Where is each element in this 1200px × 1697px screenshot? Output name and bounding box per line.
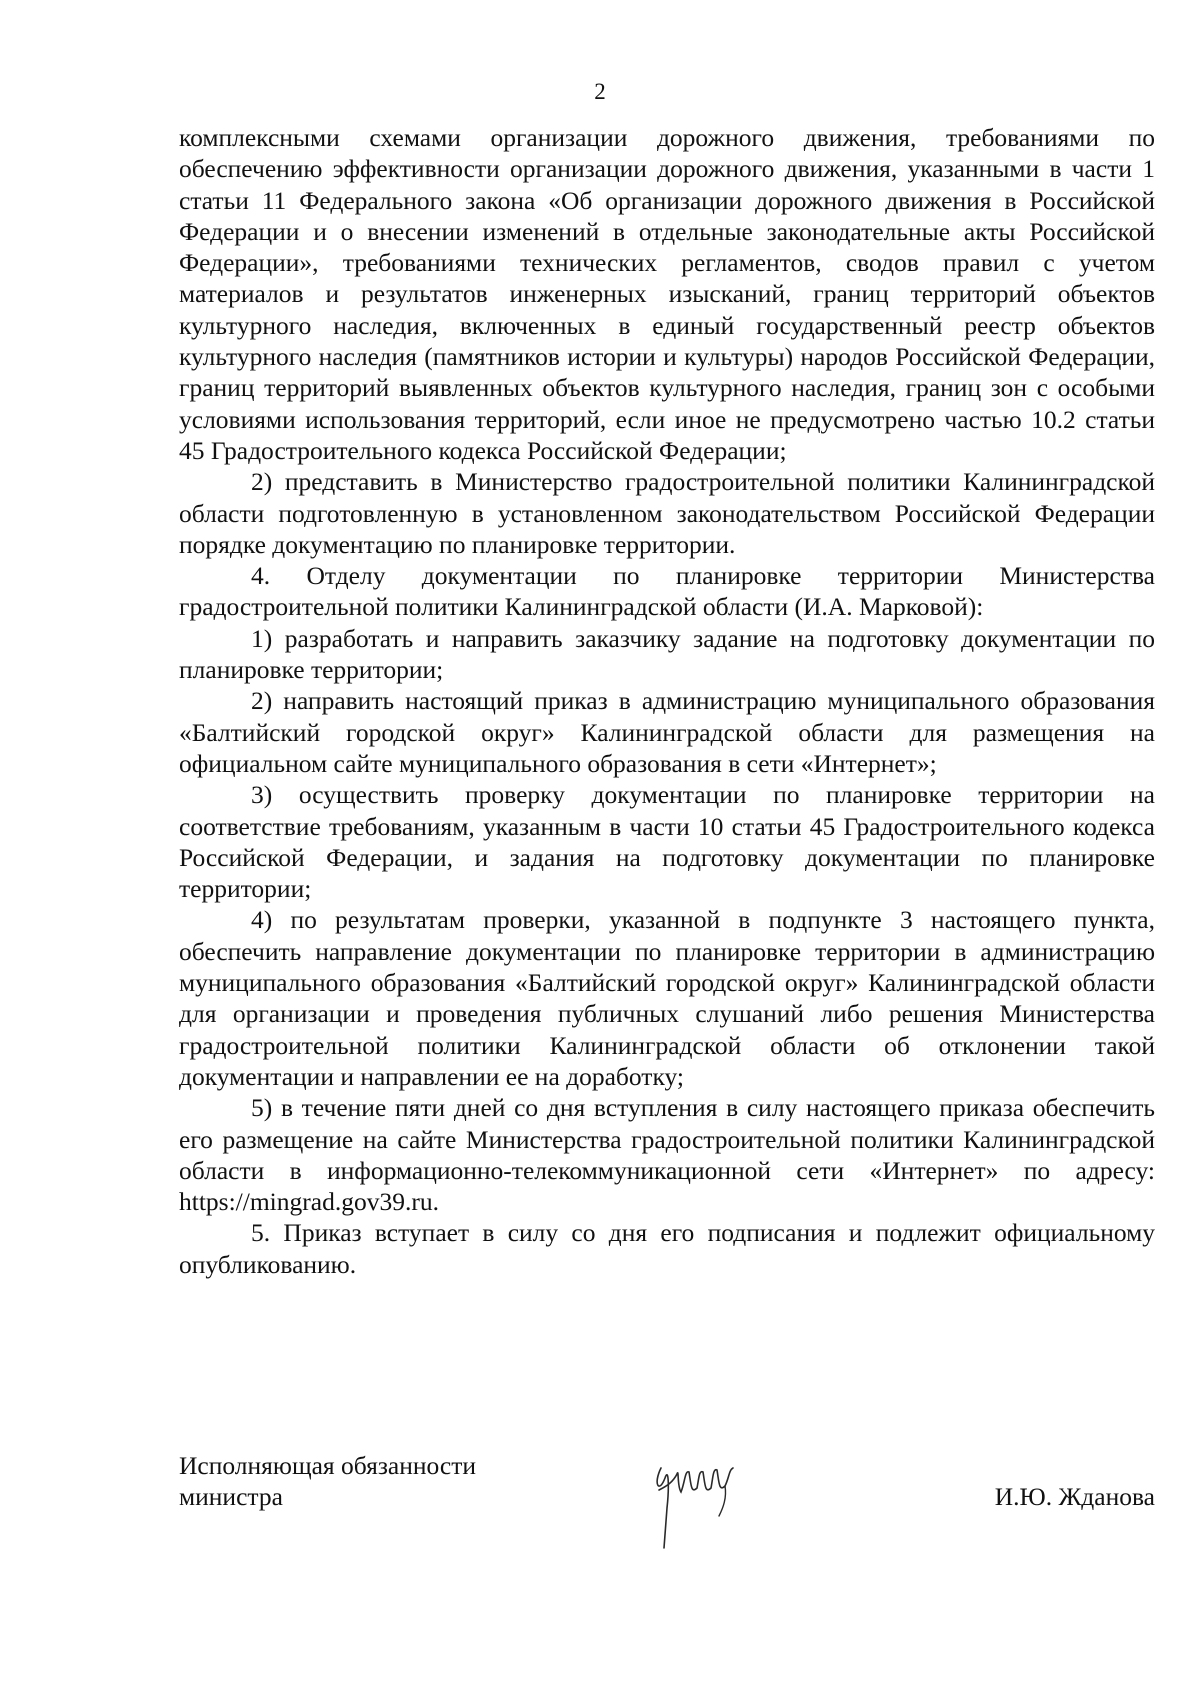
paragraph-item-4-forward: 4) по результатам проверки, указанной в подпункте 3 настоящего пункта, обеспечить направление документации по планировке территории в администрацию муниципального образования «Балтийский городской округ» Калининградской области для организации и проведения публичных слушаний либо решения Министерства градостроительной политики Калининградской области об отклонении такой документации и направлении ее на доработку;	[179, 905, 1155, 1091]
paragraph-item-5-publish: 5) в течение пяти дней со дня вступления в силу настоящего приказа обеспечить его размещение на сайте Министерства градостроительной политики Калининградской области в информационно-телекоммуникационной сети «Интернет» по адресу: https://mingrad.gov39.ru.	[179, 1093, 1155, 1217]
document-body	[179, 122, 1155, 1280]
page-number: 2	[594, 79, 606, 104]
paragraph-item-2-submit: 2) представить в Министерство градостроительной политики Калининградской области подготовленную в установленном законодательством Российской Федерации порядке документацию по планировке территории.	[179, 467, 1155, 559]
paragraph-item-1-develop: 1) разработать и направить заказчику задание на подготовку документации по планировке территории;	[179, 623, 1155, 685]
handwritten-signature	[639, 1438, 759, 1558]
signatory-name: И.Ю. Жданова	[994, 1482, 1155, 1511]
signatory-title-line2: министра	[179, 1482, 283, 1512]
paragraph-item-3-verify: 3) осуществить проверку документации по планировке территории на соответствие требованиям, указанным в части 10 статьи 45 Градостроительного кодекса Российской Федерации, и задания на подготовку документации по планировке территории;	[179, 780, 1155, 904]
signature-block	[179, 1450, 1155, 1570]
signatory-title	[179, 1450, 599, 1513]
paragraph-requirements: комплексными схемами организации дорожного движения, требованиями по обеспечению эффективности организации дорожного движения, указанными в части 1 статьи 11 Федерального закона «Об организации дорожного движения в Российской Федерации и о внесении изменений в отдельные законодательные акты Российской Федерации», требованиями технических регламентов, сводов правил с учетом материалов и результатов инженерных изысканий, границ территорий объектов культурного наследия, включенных в единый государственный реестр объектов культурного наследия (памятников истории и культуры) народов Российской Федерации, границ территорий выявленных объектов культурного наследия, границ зон с особыми условиями использования территорий, если иное не предусмотрено частью 10.2 статьи 45 Градостроительного кодекса Российской Федерации;	[179, 123, 1155, 465]
signatory-title-line1: Исполняющая обязанности	[179, 1451, 476, 1480]
paragraph-item-2-send: 2) направить настоящий приказ в администрацию муниципального образования «Балтийский городской округ» Калининградской области для размещения на официальном сайте муниципального образования в сети «Интернет»;	[179, 686, 1155, 778]
paragraph-clause-4: 4. Отделу документации по планировке территории Министерства градостроительной политики Калининградской области (И.А. Марковой):	[179, 561, 1155, 622]
paragraph-clause-5: 5. Приказ вступает в силу со дня его подписания и подлежит официальному опубликованию.	[179, 1218, 1155, 1279]
